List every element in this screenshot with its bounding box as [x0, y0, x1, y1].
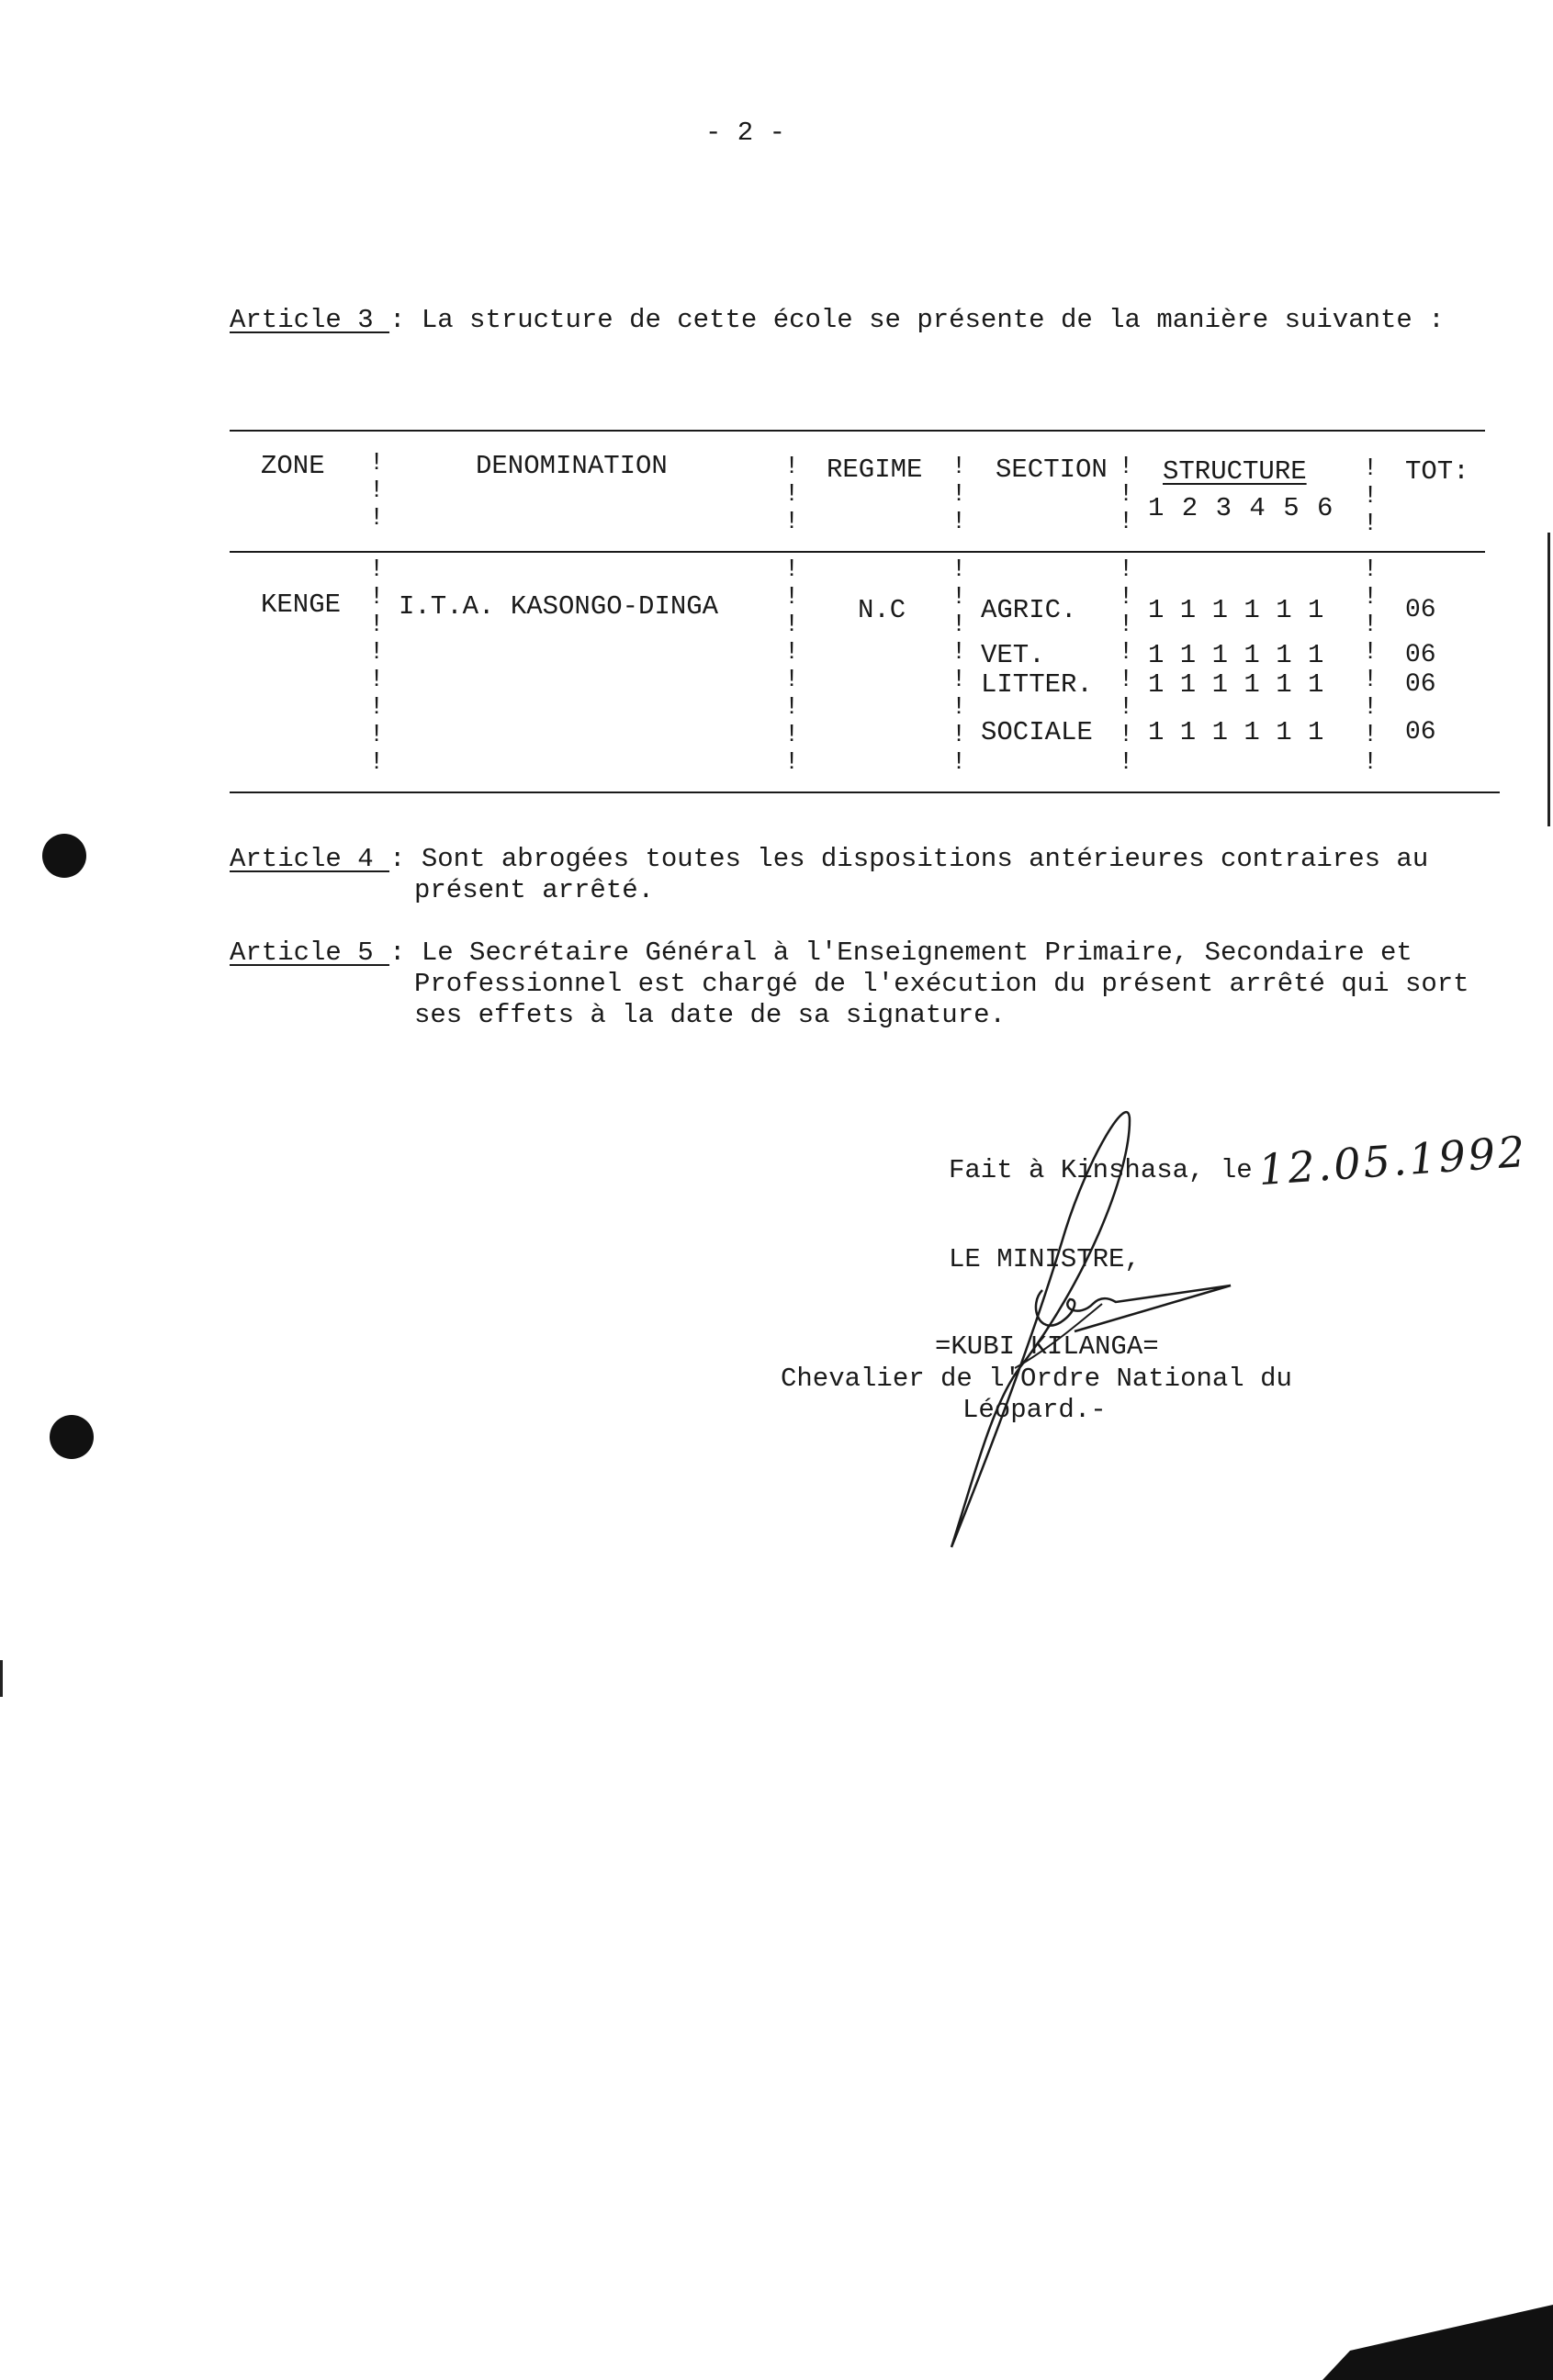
cell-tot-vet: 06 [1405, 641, 1436, 669]
header-tot: TOT: [1405, 456, 1469, 487]
header-structure: STRUCTURE [1163, 456, 1307, 487]
separator-structure-header: ! ! ! [1363, 455, 1379, 538]
article-3 [230, 305, 1445, 336]
separator-zone-header: ! ! ! [369, 450, 385, 533]
article-5-label: Article 5 [230, 937, 390, 968]
header-structure-years: 1 2 3 4 5 6 [1148, 493, 1334, 523]
cell-tot-agric: 06 [1405, 596, 1436, 624]
punch-hole-top [42, 834, 86, 878]
article-5-line-2: Professionnel est chargé de l'exécution du présent arrêté qui sort [414, 969, 1469, 999]
signature [900, 1093, 1249, 1552]
article-5-line-3: ses effets à la date de sa signature. [414, 1000, 1006, 1030]
punch-hole-bottom [50, 1415, 94, 1459]
article-3-text: : La structure de cette école se présente de la manière suivante : [389, 305, 1445, 335]
table-top-rule [230, 430, 1485, 432]
article-4-line-2: présent arrêté. [414, 875, 655, 905]
article-4 [230, 844, 1428, 875]
cell-section-litter: LITTER. [981, 669, 1093, 700]
header-regime: REGIME [827, 455, 923, 485]
article-4-label: Article 4 [230, 844, 390, 874]
header-section: SECTION [996, 455, 1108, 485]
cell-section-sociale: SOCIALE [981, 717, 1093, 747]
cell-zone: KENGE [261, 589, 342, 620]
separator-section-header: ! ! ! [1119, 454, 1134, 536]
table-bottom-rule [230, 791, 1500, 793]
table-header-rule [230, 551, 1485, 553]
header-denomination: DENOMINATION [476, 451, 668, 481]
separator-section-body: ! ! ! ! ! ! ! ! [1119, 556, 1134, 777]
article-4-line-1: : Sont abrogées toutes les dispositions antérieures contraires au [389, 844, 1429, 874]
cell-tot-sociale: 06 [1405, 718, 1436, 747]
closing-title: LE MINISTRE, [949, 1244, 1141, 1274]
page-number: - 2 - [705, 118, 786, 148]
header-zone: ZONE [261, 451, 325, 481]
separator-denomination-header: ! ! ! [784, 454, 800, 536]
distinction-line-1: Chevalier de l'Ordre National du [781, 1364, 1292, 1394]
minister-name: =KUBI KILANGA= [935, 1331, 1159, 1362]
cell-structure-sociale: 1 1 1 1 1 1 [1148, 717, 1324, 747]
separator-regime-body: ! ! ! ! ! ! ! ! [951, 556, 967, 777]
separator-denomination-body: ! ! ! ! ! ! ! ! [784, 556, 800, 777]
corner-shadow [1313, 2268, 1553, 2380]
distinction-line-2: Léopard.- [962, 1395, 1107, 1425]
cell-structure-vet: 1 1 1 1 1 1 [1148, 640, 1324, 670]
article-3-label: Article 3 [230, 305, 390, 335]
closing-place: Fait à Kinshasa, le [949, 1155, 1253, 1185]
left-margin-mark [0, 1660, 3, 1697]
cell-tot-litter: 06 [1405, 670, 1436, 699]
right-margin-mark [1547, 533, 1550, 826]
separator-zone-body: ! ! ! ! ! ! ! ! [369, 556, 385, 777]
cell-section-agric: AGRIC. [981, 595, 1077, 625]
cell-denomination: I.T.A. KASONGO-DINGA [399, 591, 719, 622]
cell-structure-agric: 1 1 1 1 1 1 [1148, 595, 1324, 625]
separator-structure-body: ! ! ! ! ! ! ! ! [1363, 556, 1379, 777]
cell-structure-litter: 1 1 1 1 1 1 [1148, 669, 1324, 700]
separator-regime-header: ! ! ! [951, 454, 967, 536]
cell-section-vet: VET. [981, 640, 1045, 670]
cell-regime: N.C [858, 595, 906, 625]
article-5 [230, 937, 1412, 969]
article-5-line-1: : Le Secrétaire Général à l'Enseignement Primaire, Secondaire et [389, 937, 1412, 968]
handwritten-date: 12.05.1992 [1256, 1126, 1529, 1196]
